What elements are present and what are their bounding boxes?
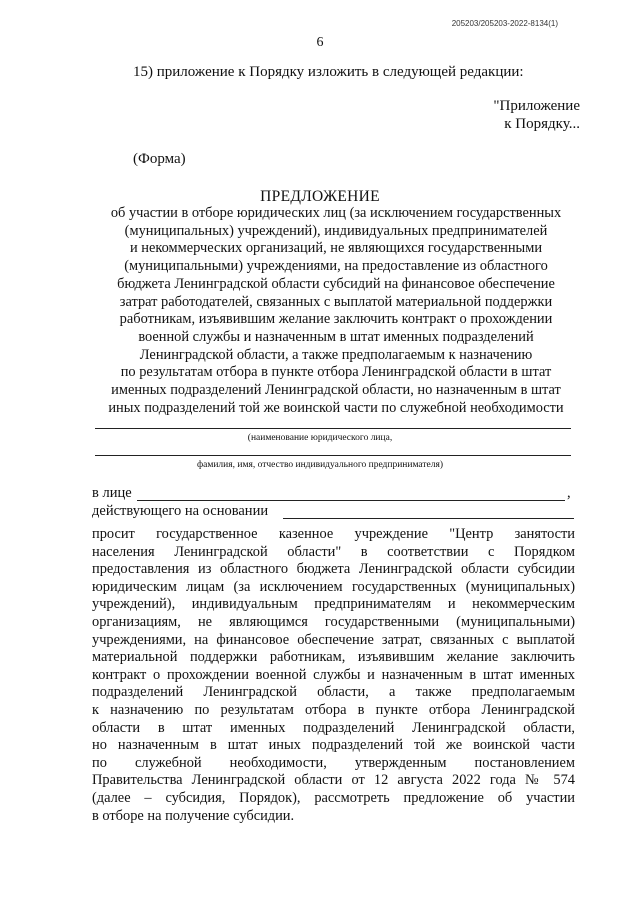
body-line: организациям, не являющимся государственными (муниципальными): [92, 613, 575, 630]
basis-label: действующего на основании: [92, 503, 269, 519]
subtitle-line: Ленинградской области, а также предполагаемым к назначению: [139, 346, 533, 363]
form-label: (Форма): [133, 151, 186, 167]
body-line: материальной поддержки работникам, изъявившим желание заключить: [92, 649, 575, 666]
body-line: юридическим лицам (за исключением государственных (муниципальных): [92, 578, 575, 595]
subtitle-line: (муниципальными) учреждениями, на предоставление из областного: [124, 258, 548, 275]
in-person-comma: ,: [567, 485, 571, 501]
in-person-label: в лице: [92, 485, 132, 501]
body-line: к назначению по результатам отбора в пункте отбора Ленинградской: [92, 701, 575, 718]
document-title: ПРЕДЛОЖЕНИЕ: [260, 188, 380, 205]
page-number: 6: [316, 35, 324, 50]
appendix-reference-line2: к Порядку...: [504, 116, 580, 132]
request-body: [92, 526, 575, 825]
entrepreneur-name-caption: фамилия, имя, отчество индивидуального предпринимателя): [196, 460, 444, 470]
appendix-reference: [493, 97, 580, 133]
body-line: просит государственное казенное учреждение "Центр занятости: [92, 526, 575, 542]
in-person-field[interactable]: [137, 500, 565, 501]
body-line: подразделений Ленинградской области, а также предполагаемым: [92, 684, 575, 701]
document-subtitle: [88, 205, 584, 417]
body-line: учреждений), индивидуальным предпринимателям и некоммерческим: [92, 596, 575, 613]
appendix-reference-line1: "Приложение: [493, 98, 580, 114]
body-line: населения Ленинградской области" в соответствии с Порядком: [92, 543, 575, 560]
body-line: по служебной необходимости, утвержденным постановлением: [92, 754, 575, 771]
subtitle-line: об участии в отборе юридических лиц (за исключением государственных: [110, 205, 562, 221]
subtitle-line: военной службы и назначенным в штат именных подразделений: [138, 328, 534, 345]
body-line: но назначенным в штат иных подразделений той же воинской части: [92, 737, 575, 754]
body-line: учреждениями, на финансовое обеспечение затрат, связанных с выплатой: [92, 631, 575, 648]
amendment-item: 15) приложение к Порядку изложить в следующей редакции:: [133, 64, 524, 80]
body-line: (далее – субсидия, Порядок), рассмотреть предложение об участии: [92, 789, 575, 806]
body-line: области в штат именных подразделений Ленинградской области,: [92, 719, 575, 736]
subtitle-line: затрат работодателей, связанных с выплатой материальной поддержки: [119, 293, 553, 310]
body-line: в отборе на получение субсидии.: [92, 807, 295, 824]
basis-field[interactable]: [283, 518, 574, 519]
subtitle-line: работникам, изъявившим желание заключить контракт о прохождении: [119, 311, 553, 328]
entrepreneur-name-line[interactable]: [95, 455, 571, 456]
entity-name-caption: (наименование юридического лица,: [247, 433, 393, 443]
document-id: 205203/205203-2022-8134(1): [451, 19, 558, 28]
body-line: Правительства Ленинградской области от 12 августа 2022 года № 574: [92, 772, 575, 789]
subtitle-line: (муниципальных) учреждений), индивидуальных предпринимателей: [124, 222, 548, 239]
subtitle-line: бюджета Ленинградской области субсидий на финансовое обеспечение: [117, 275, 555, 292]
subtitle-line: именных подразделений Ленинградской области, но назначенным в штат: [111, 382, 561, 399]
subtitle-line: иных подразделений той же воинской части по служебной необходимости: [108, 399, 564, 416]
entity-name-line[interactable]: [95, 428, 571, 429]
body-line: предоставления из областного бюджета Ленинградской области субсидии: [92, 561, 575, 578]
body-line: контракт о прохождении военной службы и назначенным в штат именных: [92, 666, 575, 683]
subtitle-line: и некоммерческих организаций, не являющихся государственными: [129, 240, 543, 257]
subtitle-line: по результатам отбора в пункте отбора Ленинградской области в штат: [120, 364, 552, 381]
